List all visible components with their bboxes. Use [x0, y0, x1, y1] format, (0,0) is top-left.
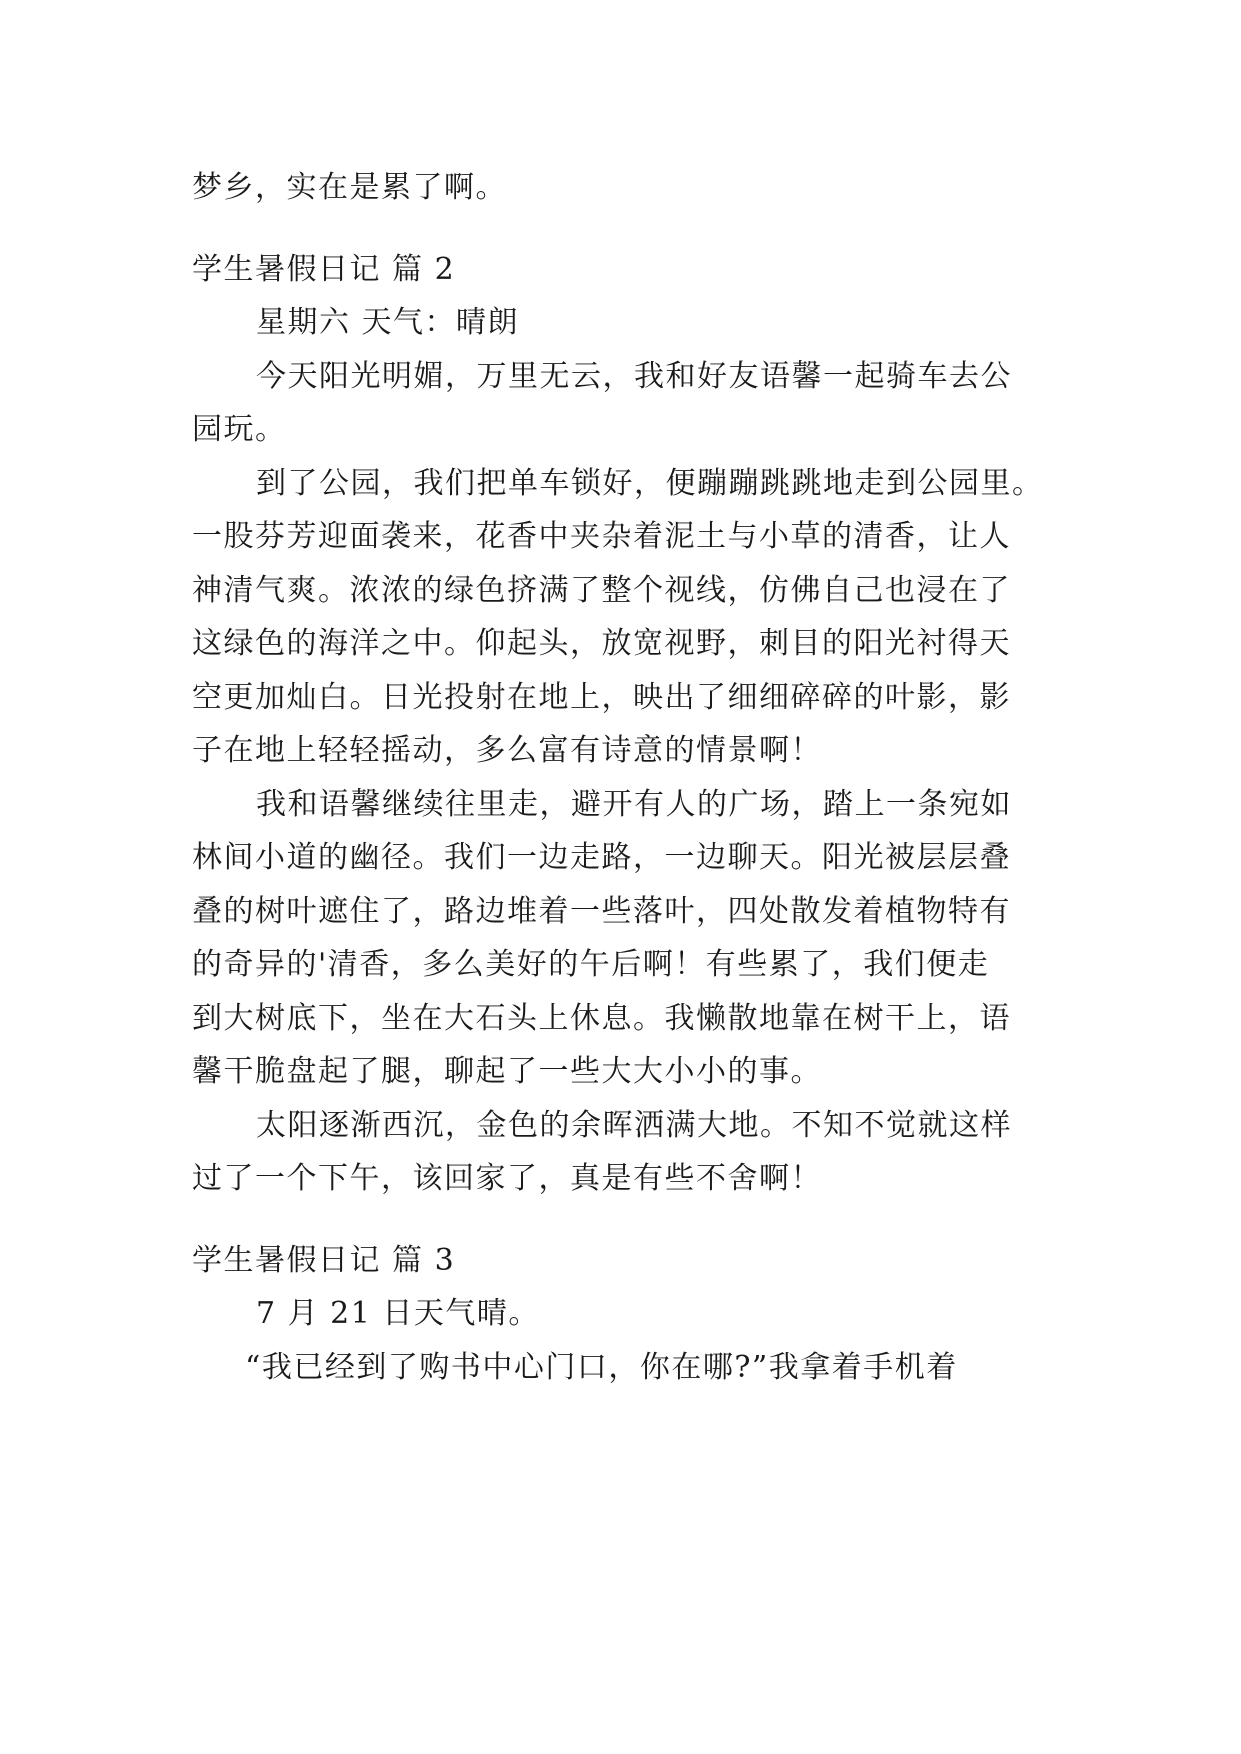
date-weather-line: 星期六 天气：晴朗 [256, 305, 520, 340]
text-line: 空更加灿白。日光投射在地上，映出了细细碎碎的叶影，影 [192, 680, 1011, 715]
section-heading: 学生暑假日记 篇 3 [192, 1243, 456, 1278]
text-line: 过了一个下午，该回家了，真是有些不舍啊！ [192, 1161, 822, 1196]
text-line: 梦乡，实在是累了啊。 [192, 170, 507, 205]
section-heading: 学生暑假日记 篇 2 [192, 252, 456, 287]
text-line: 太阳逐渐西沉，金色的余晖洒满大地。不知不觉就这样 [256, 1108, 1012, 1143]
text-line: 的奇异的'清香，多么美好的午后啊！有些累了，我们便走 [192, 947, 990, 982]
text-line: 今天阳光明媚，万里无云，我和好友语馨一起骑车去公 [256, 359, 1012, 394]
text-line: 这绿色的海洋之中。仰起头，放宽视野，刺目的阳光衬得天 [192, 626, 1011, 661]
text-line: 馨干脆盘起了腿，聊起了一些大大小小的事。 [192, 1054, 822, 1089]
text-line: 林间小道的幽径。我们一边走路，一边聊天。阳光被层层叠 [192, 840, 1011, 875]
date-weather-line: 7 月 21 日天气晴。 [256, 1296, 540, 1331]
text-line: 园玩。 [192, 412, 287, 447]
text-line: 到了公园，我们把单车锁好，便蹦蹦跳跳地走到公园里。 [256, 466, 1044, 501]
text-line: 到大树底下，坐在大石头上休息。我懒散地靠在树干上，语 [192, 1001, 1011, 1036]
text-line: 叠的树叶遮住了，路边堆着一些落叶，四处散发着植物特有 [192, 894, 1011, 929]
text-line: “我已经到了购书中心门口，你在哪?”我拿着手机着 [245, 1350, 958, 1385]
text-line: 一股芬芳迎面袭来，花香中夹杂着泥土与小草的清香，让人 [192, 519, 1011, 554]
text-line: 子在地上轻轻摇动，多么富有诗意的情景啊！ [192, 733, 822, 768]
text-line: 神清气爽。浓浓的绿色挤满了整个视线，仿佛自己也浸在了 [192, 573, 1011, 608]
text-line: 我和语馨继续往里走，避开有人的广场，踏上一条宛如 [256, 787, 1012, 822]
